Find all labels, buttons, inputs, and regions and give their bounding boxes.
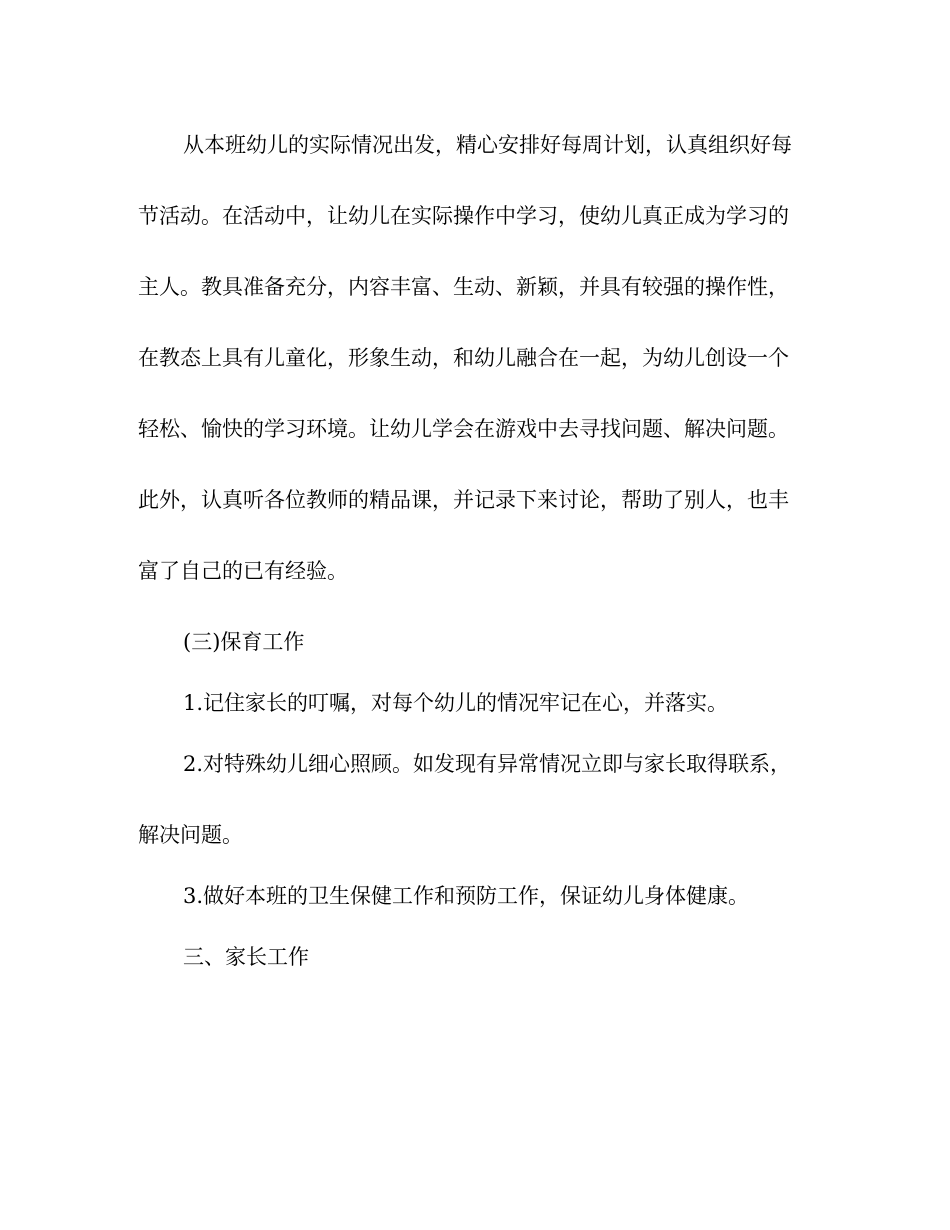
paragraph-line: 主人。教具准备充分，内容丰富、生动、新颖，并具有较强的操作性， (138, 275, 789, 299)
paragraph-line: 富了自己的已有经验。 (138, 559, 348, 583)
paragraph-line: 此外，认真听各位教师的精品课，并记录下来讨论，帮助了别人，也丰 (138, 488, 789, 512)
list-item-continuation: 解决问题。 (138, 823, 243, 847)
list-item: 3.做好本班的卫生保健工作和预防工作，保证幼儿身体健康。 (183, 884, 750, 908)
list-item: 1.记住家长的叮嘱，对每个幼儿的情况牢记在心，并落实。 (183, 691, 729, 715)
paragraph-line: 从本班幼儿的实际情况出发，精心安排好每周计划，认真组织好每 (183, 133, 792, 157)
section-heading: (三)保育工作 (183, 630, 305, 654)
next-section-heading: 三、家长工作 (183, 945, 309, 969)
list-item: 2.对特殊幼儿细心照顾。如发现有异常情况立即与家长取得联系， (183, 752, 792, 776)
paragraph-line: 在教态上具有儿童化，形象生动，和幼儿融合在一起，为幼儿创设一个 (138, 346, 789, 370)
paragraph-line: 节活动。在活动中，让幼儿在实际操作中学习，使幼儿真正成为学习的 (138, 204, 789, 228)
paragraph-line: 轻松、愉快的学习环境。让幼儿学会在游戏中去寻找问题、解决问题。 (138, 417, 789, 441)
